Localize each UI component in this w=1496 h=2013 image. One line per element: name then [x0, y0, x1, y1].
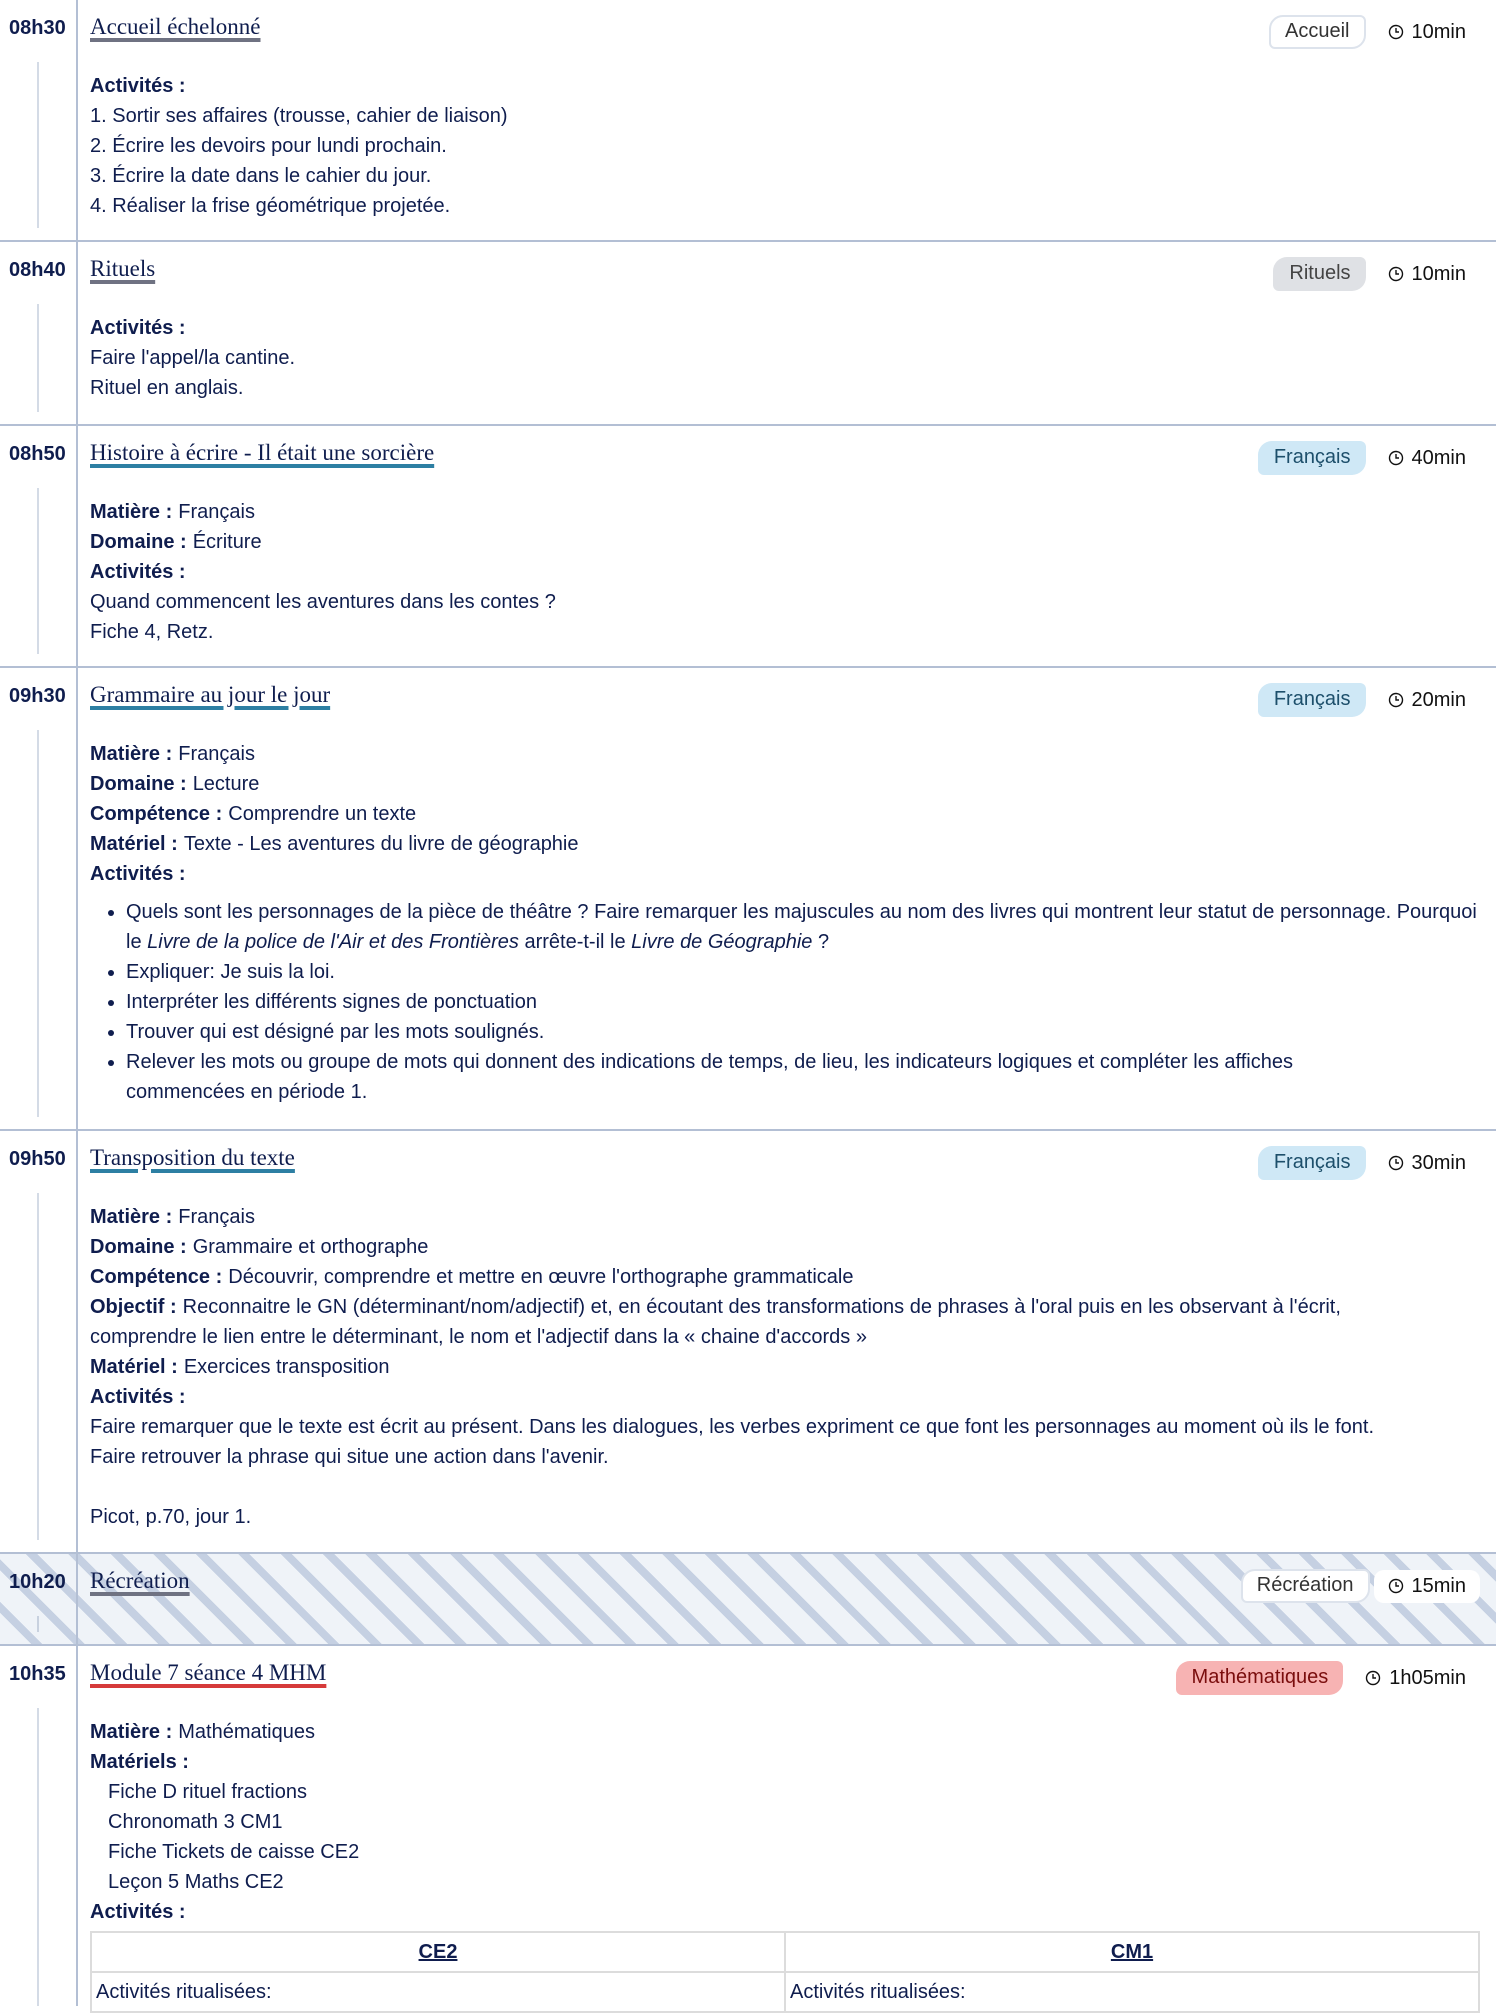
- duration-value: 20min: [1411, 688, 1466, 711]
- activity-line: Faire l'appel/la cantine.: [90, 347, 296, 369]
- sequence-content: [78, 0, 1496, 240]
- domaine-value: Écriture: [192, 531, 262, 553]
- matiere-label: Matière :: [90, 1721, 173, 1743]
- competence-row: [90, 1262, 1480, 1292]
- activity-line: 2. Écrire les devoirs pour lundi prochain.: [90, 135, 447, 157]
- matiere-row: [90, 1717, 1480, 1747]
- duration: [1376, 21, 1480, 44]
- objectif-row: [90, 1292, 1480, 1352]
- matiere-label: Matière :: [90, 501, 173, 523]
- time-column: [0, 0, 78, 240]
- competence-label: Compétence :: [90, 1266, 223, 1288]
- clock-icon: [1388, 24, 1404, 40]
- activity-line: Quand commencent les aventures dans les contes ?: [90, 591, 556, 613]
- matiere-row: [90, 739, 1480, 769]
- sequence-recreation: [0, 1552, 1496, 1646]
- sequence-rituels: [0, 242, 1496, 426]
- activities-label: Activités :: [90, 75, 186, 97]
- duration-value: 30min: [1411, 1151, 1466, 1174]
- sequence-content: [78, 1554, 1496, 1644]
- sequence-header: [90, 1566, 1480, 1604]
- category-badge: Français: [1258, 1146, 1366, 1180]
- competence-row: [90, 799, 1480, 829]
- competence-label: Compétence :: [90, 803, 223, 825]
- materiel-value: Exercices transposition: [183, 1356, 390, 1378]
- list-item: • Relever les mots ou groupe de mots qui donnent des indications de temps, de lieu, les indicateurs logiques et compléter les affiches commencées en période 1.: [126, 1047, 1480, 1107]
- domaine-label: Domaine :: [90, 531, 187, 553]
- sequence-body: [90, 497, 1480, 647]
- sequence-header: [90, 12, 1480, 50]
- book-title: Livre de la police de l'Air et des Frontières: [147, 931, 519, 953]
- duration-value: 1h05min: [1389, 1666, 1466, 1689]
- table-header-row: [91, 1932, 1479, 1972]
- sequence-tags: [1273, 257, 1480, 291]
- matiere-value: Mathématiques: [178, 1721, 315, 1743]
- sequence-body: [90, 71, 1480, 221]
- category-badge: Mathématiques: [1176, 1661, 1344, 1695]
- list-item: [126, 897, 1480, 957]
- time-column: [0, 1554, 78, 1644]
- time-column: [0, 1646, 78, 2006]
- list-item: • Trouver qui est désigné par les mots soulignés.: [126, 1017, 1480, 1047]
- list-item: • Expliquer: Je suis la loi.: [126, 957, 1480, 987]
- domaine-row: [90, 769, 1480, 799]
- activity-line: Rituel en anglais.: [90, 377, 244, 399]
- spacer: [90, 1472, 1480, 1502]
- sequence-time: 10h35: [9, 1663, 66, 1685]
- sequence-tags: [1258, 441, 1480, 475]
- sequence-content: [78, 668, 1496, 1129]
- materiel-item: Fiche Tickets de caisse CE2: [108, 1841, 360, 1863]
- duration: [1376, 1152, 1480, 1175]
- timeline-bar: [37, 304, 39, 412]
- sequence-title[interactable]: Accueil échelonné: [90, 14, 261, 39]
- sequence-time: 09h30: [9, 685, 66, 707]
- table-row: [91, 1972, 1479, 2012]
- time-column: [0, 426, 78, 666]
- text: ?: [812, 931, 830, 953]
- sequence-content: [78, 1646, 1496, 2006]
- duration: [1374, 1570, 1480, 1603]
- column-header-cm1: CM1: [785, 1932, 1479, 1972]
- sequence-tags: [1269, 15, 1480, 49]
- sequence-header: [90, 1658, 1480, 1696]
- activity-line: 4. Réaliser la frise géométrique projetée.: [90, 195, 451, 217]
- materiel-label: Matériel :: [90, 1356, 178, 1378]
- category-badge: Rituels: [1273, 257, 1365, 291]
- sequence-header: [90, 680, 1480, 718]
- activities-label: Activités :: [90, 1386, 186, 1408]
- sequence-accueil: [0, 0, 1496, 242]
- matiere-row: [90, 1202, 1480, 1232]
- sequence-content: [78, 1131, 1496, 1552]
- clock-icon: [1388, 1578, 1404, 1594]
- materiels-label: Matériels :: [90, 1751, 189, 1773]
- matiere-value: Français: [178, 1206, 255, 1228]
- duration-value: 15min: [1411, 1574, 1466, 1597]
- sequence-body: [90, 1717, 1480, 2013]
- activity-line: 1. Sortir ses affaires (trousse, cahier de liaison): [90, 105, 508, 127]
- materiel-value: Texte - Les aventures du livre de géographie: [183, 833, 579, 855]
- sequence-header: [90, 1143, 1480, 1181]
- time-column: [0, 668, 78, 1129]
- materiel-label: Matériel :: [90, 833, 178, 855]
- sequence-body: [90, 313, 1480, 403]
- matiere-value: Français: [178, 743, 255, 765]
- activity-line: Fiche 4, Retz.: [90, 621, 214, 643]
- timeline-bar: [37, 488, 39, 654]
- materiel-item: Chronomath 3 CM1: [108, 1811, 283, 1833]
- domaine-label: Domaine :: [90, 773, 187, 795]
- table-cell: Activités ritualisées:: [91, 1972, 785, 2012]
- materiel-item: Fiche D rituel fractions: [108, 1781, 307, 1803]
- sequence-grammaire: [0, 668, 1496, 1131]
- duration-value: 10min: [1411, 262, 1466, 285]
- timeline-bar: [37, 62, 39, 228]
- objectif-value: Reconnaitre le GN (déterminant/nom/adjectif) et, en écoutant des transformations de phrases à l'oral puis en les observant à l'écrit, comprendre le lien entre le déterminant, le nom et l'adjectif dans la « chaine d'accords »: [90, 1296, 1341, 1348]
- sequence-maths: [0, 1646, 1496, 2006]
- duration: [1376, 263, 1480, 286]
- text: arrête-t-il le: [518, 931, 632, 953]
- text: Quels sont les personnages de la pièce de théâtre ? Faire remarquer les majuscules au nom des livres qui montrent leur statut de personnage. Pourquoi le: [126, 901, 1477, 953]
- matiere-row: [90, 497, 1480, 527]
- sequence-tags: [1241, 1569, 1480, 1603]
- sequence-tags: [1176, 1661, 1480, 1695]
- timeline-bar: [37, 1708, 39, 2006]
- sequence-transposition: [0, 1131, 1496, 1552]
- domaine-row: [90, 1232, 1480, 1262]
- activities-label: Activités :: [90, 863, 186, 885]
- duration: [1376, 689, 1480, 712]
- clock-icon: [1388, 450, 1404, 466]
- sequence-histoire: [0, 426, 1496, 668]
- clock-icon: [1365, 1670, 1381, 1686]
- sequence-title[interactable]: Transposition du texte: [90, 1145, 295, 1170]
- clock-icon: [1388, 266, 1404, 282]
- activity-line: Faire retrouver la phrase qui situe une action dans l'avenir.: [90, 1446, 609, 1468]
- sequence-body: [90, 739, 1480, 1107]
- activities-list: [90, 897, 1480, 1107]
- sequence-header: [90, 254, 1480, 292]
- matiere-label: Matière :: [90, 743, 173, 765]
- sequence-time: 08h30: [9, 17, 66, 39]
- sequence-tags: [1258, 683, 1480, 717]
- sequence-time: 10h20: [9, 1571, 66, 1593]
- domaine-label: Domaine :: [90, 1236, 187, 1258]
- category-badge: Français: [1258, 441, 1366, 475]
- activity-line: 3. Écrire la date dans le cahier du jour.: [90, 165, 432, 187]
- activities-label: Activités :: [90, 1901, 186, 1923]
- matiere-label: Matière :: [90, 1206, 173, 1228]
- competence-value: Découvrir, comprendre et mettre en œuvre l'orthographe grammaticale: [228, 1266, 854, 1288]
- sequence-time: 08h40: [9, 259, 66, 281]
- activity-line: Picot, p.70, jour 1.: [90, 1506, 252, 1528]
- materiel-item: Leçon 5 Maths CE2: [108, 1871, 284, 1893]
- sequence-title[interactable]: Rituels: [90, 256, 156, 281]
- materiel-row: [90, 1352, 1480, 1382]
- clock-icon: [1388, 692, 1404, 708]
- duration-value: 10min: [1411, 20, 1466, 43]
- column-header-ce2: CE2: [91, 1932, 785, 1972]
- table-cell: Activités ritualisées:: [785, 1972, 1479, 2012]
- activity-line: Faire remarquer que le texte est écrit au présent. Dans les dialogues, les verbes expriment ce que font les personnages au moment où ils le font.: [90, 1416, 1375, 1438]
- timeline-bar: [37, 730, 39, 1117]
- duration: [1376, 447, 1480, 470]
- sequence-time: 08h50: [9, 443, 66, 465]
- duration: [1353, 1667, 1480, 1690]
- book-title: Livre de Géographie: [631, 931, 813, 953]
- list-item: • Interpréter les différents signes de ponctuation: [126, 987, 1480, 1017]
- domaine-value: Lecture: [192, 773, 260, 795]
- timeline-bar: [37, 1193, 39, 1540]
- domaine-value: Grammaire et orthographe: [192, 1236, 429, 1258]
- activities-label: Activités :: [90, 317, 186, 339]
- time-column: [0, 1131, 78, 1552]
- sequence-title[interactable]: Récréation: [90, 1568, 190, 1593]
- objectif-label: Objectif :: [90, 1296, 177, 1318]
- materiel-row: [90, 829, 1480, 859]
- level-table: [90, 1931, 1480, 2013]
- clock-icon: [1388, 1155, 1404, 1171]
- sequence-content: [78, 242, 1496, 424]
- sequence-content: [78, 426, 1496, 666]
- duration-value: 40min: [1411, 446, 1466, 469]
- sequence-tags: [1258, 1146, 1480, 1180]
- category-badge: Récréation: [1241, 1569, 1370, 1603]
- activities-label: Activités :: [90, 561, 186, 583]
- sequence-title[interactable]: Module 7 séance 4 MHM: [90, 1660, 327, 1685]
- category-badge: Accueil: [1269, 15, 1365, 49]
- sequence-time: 09h50: [9, 1148, 66, 1170]
- matiere-value: Français: [178, 501, 255, 523]
- domaine-row: [90, 527, 1480, 557]
- sequence-title[interactable]: Histoire à écrire - Il était une sorcière: [90, 440, 435, 465]
- competence-value: Comprendre un texte: [228, 803, 417, 825]
- category-badge: Français: [1258, 683, 1366, 717]
- timeline-bar: [37, 1616, 39, 1632]
- sequence-title[interactable]: Grammaire au jour le jour: [90, 682, 331, 707]
- time-column: [0, 242, 78, 424]
- sequence-header: [90, 438, 1480, 476]
- sequence-body: [90, 1202, 1480, 1532]
